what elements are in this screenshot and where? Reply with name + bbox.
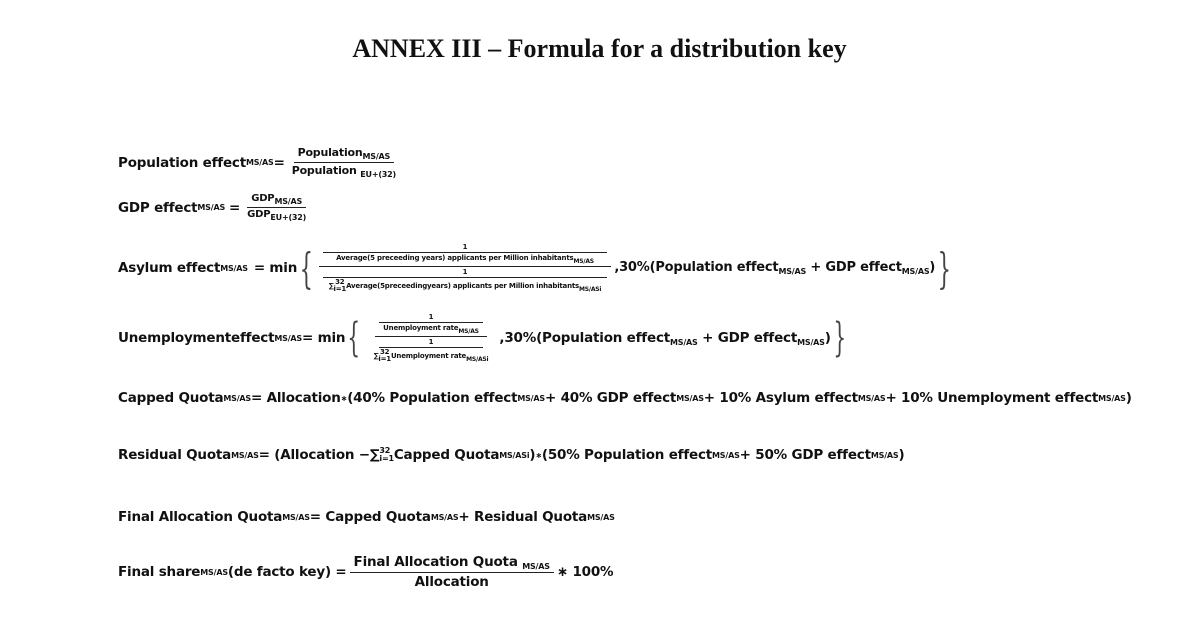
subscript: MS/AS: [220, 263, 248, 273]
subscript: MS/AS: [282, 512, 310, 522]
gdp-effect-formula: [118, 193, 313, 222]
label: Asylum effect: [118, 260, 221, 276]
denominator: Allocation: [414, 574, 489, 590]
equals: = (Allocation −: [258, 447, 370, 463]
times-100: ∗ 100%: [556, 564, 614, 580]
label: Capped Quota: [118, 390, 224, 406]
unemployment-effect-formula: [118, 313, 848, 363]
final-allocation-quota-formula: Final Allocation Quota MS/AS = Capped Quota MS/AS + Residual Quota MS/AS: [118, 509, 615, 525]
lower-fraction: 1 ∑ 32 i=1 Unemployment rate$_{MS/ASi}$: [373, 338, 489, 363]
denominator: Population $_{EU+(32)}$: [291, 164, 396, 179]
population-effect-formula: [118, 146, 403, 179]
sum-sign: ∑: [369, 447, 380, 463]
asylum-effect-formula: [118, 243, 954, 293]
multiply-sign: ∗: [340, 393, 348, 403]
equals-min: = min: [253, 260, 298, 276]
right-brace: }: [937, 243, 952, 293]
residual-quota-formula: Residual Quota MS/AS = (Allocation − ∑ 32 i=1 Capped Quota MS/ASi ) ∗ (50% Population effect MS/AS + 50% GDP effect MS/AS ): [118, 446, 905, 463]
subscript: MS/AS: [245, 158, 274, 167]
label: Unemploymenteffect: [118, 330, 275, 346]
fraction: [350, 554, 554, 590]
upper-fraction: 1 Average(5 preceeding years) applicants per Million inhabitants$_{MS/AS}$: [319, 243, 612, 267]
equals: =: [229, 199, 241, 216]
subscript: MS/AS: [197, 203, 226, 212]
de-facto-key: (de facto key) =: [227, 564, 347, 580]
fraction: [243, 193, 310, 222]
subscript: MS/AS: [200, 567, 228, 577]
subscript: MS/AS: [231, 450, 259, 460]
subscript: MS/AS: [274, 333, 302, 343]
fraction: [288, 146, 400, 179]
left-brace: {: [299, 243, 314, 293]
label: GDP effect: [118, 199, 198, 216]
page-title: ANNEX III – Formula for a distribution key: [352, 34, 847, 63]
numerator: Population$_{MS/AS}$: [294, 146, 395, 163]
nested-fraction: [319, 243, 612, 293]
label: Final share: [118, 564, 201, 580]
denominator: $GDP_{EU+(32)}$: [247, 209, 307, 222]
lower-fraction: 1 ∑ 32 i=1 Average(5preceedingyears) applicants per Million inhabitants$_{MS/ASi}$: [319, 267, 612, 293]
label: Population effect: [118, 154, 246, 171]
numerator: Final Allocation Quota $_{MS/AS}$: [350, 554, 554, 573]
label: Residual Quota: [118, 447, 232, 463]
subscript: MS/AS: [223, 393, 251, 403]
multiply-sign: ∗: [535, 450, 542, 460]
equals: =: [273, 154, 285, 171]
capped-quota-formula: Capped Quota MS/AS = Allocation ∗ (40% Population effect MS/AS + 40% GDP effect MS/AS + 10% Asylum effect MS/AS + 10% Unemployment effect MS/AS ): [118, 390, 1132, 406]
numerator: $GDP_{MS/AS}$: [247, 193, 306, 208]
equals: = Allocation: [251, 390, 341, 406]
final-share-formula: [118, 554, 613, 590]
label: Final Allocation Quota: [118, 509, 283, 525]
right-brace: }: [833, 315, 846, 361]
tail: ,30%(Population effect$_{MS/AS}$ + GDP effect$_{MS/AS}$): [499, 329, 831, 347]
nested-fraction: [366, 313, 497, 363]
upper-fraction: $\frac{1}{Unemployment rate_{MS/AS}}$: [375, 313, 488, 337]
left-brace: {: [347, 315, 361, 361]
tail: ,30%(Population effect$_{MS/AS}$ + GDP effect$_{MS/AS}$): [614, 260, 936, 276]
equals-min: = min: [301, 330, 346, 346]
